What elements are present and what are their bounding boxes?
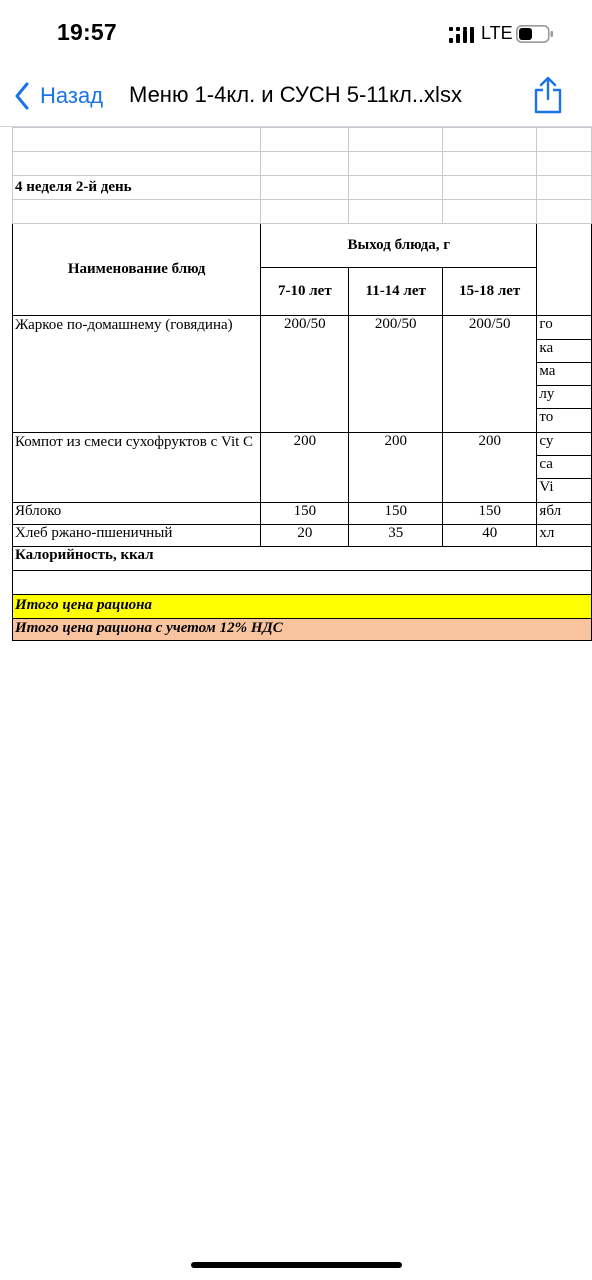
cell[interactable]: [349, 200, 443, 224]
value-cell[interactable]: 200: [261, 433, 349, 503]
cell[interactable]: [261, 128, 349, 152]
product-cell[interactable]: хл: [537, 525, 592, 547]
product-cell[interactable]: Vi: [537, 479, 592, 503]
product-cell[interactable]: ка: [537, 340, 592, 363]
spreadsheet-viewport[interactable]: [0, 127, 592, 1227]
table-row: [13, 619, 592, 641]
home-indicator: [191, 1262, 402, 1268]
cell[interactable]: [13, 152, 261, 176]
calories-cell[interactable]: Калорийность, ккал: [13, 547, 592, 571]
cell[interactable]: [261, 176, 349, 200]
product-cell[interactable]: са: [537, 456, 592, 479]
cell[interactable]: [349, 152, 443, 176]
cell[interactable]: [442, 200, 536, 224]
table-row: [13, 128, 592, 152]
signal-icon: [449, 27, 475, 43]
value-cell[interactable]: 200: [442, 433, 536, 503]
network-type: LTE: [481, 23, 513, 43]
cell[interactable]: [442, 128, 536, 152]
table-row: [13, 200, 592, 224]
status-time: 19:57: [57, 19, 117, 45]
status-bar: [0, 0, 592, 66]
header-dish-name[interactable]: Наименование блюд: [13, 224, 261, 316]
back-button[interactable]: [14, 80, 103, 112]
table-header-row: [13, 224, 592, 268]
table-row: [13, 503, 592, 525]
day-label-cell[interactable]: 4 неделя 2-й день: [13, 176, 261, 200]
cell[interactable]: [13, 200, 261, 224]
cell[interactable]: [442, 152, 536, 176]
product-cell[interactable]: то: [537, 409, 592, 433]
product-cell[interactable]: го: [537, 316, 592, 340]
cell[interactable]: [349, 176, 443, 200]
cell[interactable]: [537, 224, 592, 316]
back-label: Назад: [40, 83, 104, 108]
spreadsheet-table: [12, 127, 592, 641]
value-cell[interactable]: 200: [349, 433, 443, 503]
product-cell[interactable]: су: [537, 433, 592, 456]
table-row: [13, 176, 592, 200]
share-icon[interactable]: [532, 76, 564, 114]
value-cell[interactable]: 200/50: [261, 316, 349, 433]
cell[interactable]: [537, 176, 592, 200]
value-cell[interactable]: 150: [349, 503, 443, 525]
chevron-left-icon: [14, 82, 30, 110]
header-output[interactable]: Выход блюда, г: [261, 224, 537, 268]
cell[interactable]: [13, 128, 261, 152]
table-row: [13, 571, 592, 595]
product-cell[interactable]: ма: [537, 363, 592, 386]
cell[interactable]: [13, 571, 592, 595]
header-age-11-14[interactable]: 11-14 лет: [349, 268, 443, 316]
nav-bar: [0, 66, 592, 127]
value-cell[interactable]: 150: [442, 503, 536, 525]
cell[interactable]: [537, 128, 592, 152]
table-row: [13, 595, 592, 619]
value-cell[interactable]: 200/50: [349, 316, 443, 433]
value-cell[interactable]: 35: [349, 525, 443, 547]
dish-name-cell[interactable]: Жаркое по-домашнему (говядина): [13, 316, 261, 433]
cell[interactable]: [261, 200, 349, 224]
total-price-vat-cell[interactable]: Итого цена рациона с учетом 12% НДС: [13, 619, 592, 641]
cell[interactable]: [537, 152, 592, 176]
header-age-15-18[interactable]: 15-18 лет: [442, 268, 536, 316]
table-row: [13, 316, 592, 340]
value-cell[interactable]: 150: [261, 503, 349, 525]
table-row: [13, 547, 592, 571]
cell[interactable]: [349, 128, 443, 152]
cell[interactable]: [442, 176, 536, 200]
cell[interactable]: [537, 200, 592, 224]
battery-icon: [516, 25, 554, 43]
header-age-7-10[interactable]: 7-10 лет: [261, 268, 349, 316]
dish-name-cell[interactable]: Компот из смеси сухофруктов с Vit C: [13, 433, 261, 503]
value-cell[interactable]: 20: [261, 525, 349, 547]
table-row: [13, 525, 592, 547]
value-cell[interactable]: 200/50: [442, 316, 536, 433]
total-price-cell[interactable]: Итого цена рациона: [13, 595, 592, 619]
cell[interactable]: [261, 152, 349, 176]
dish-name-cell[interactable]: Яблоко: [13, 503, 261, 525]
dish-name-cell[interactable]: Хлеб ржано-пшеничный: [13, 525, 261, 547]
value-cell[interactable]: 40: [442, 525, 536, 547]
file-title: Меню 1-4кл. и СУСН 5-11кл..xlsx: [129, 82, 462, 107]
product-cell[interactable]: лу: [537, 386, 592, 409]
product-cell[interactable]: ябл: [537, 503, 592, 525]
table-row: [13, 152, 592, 176]
table-row: [13, 433, 592, 456]
